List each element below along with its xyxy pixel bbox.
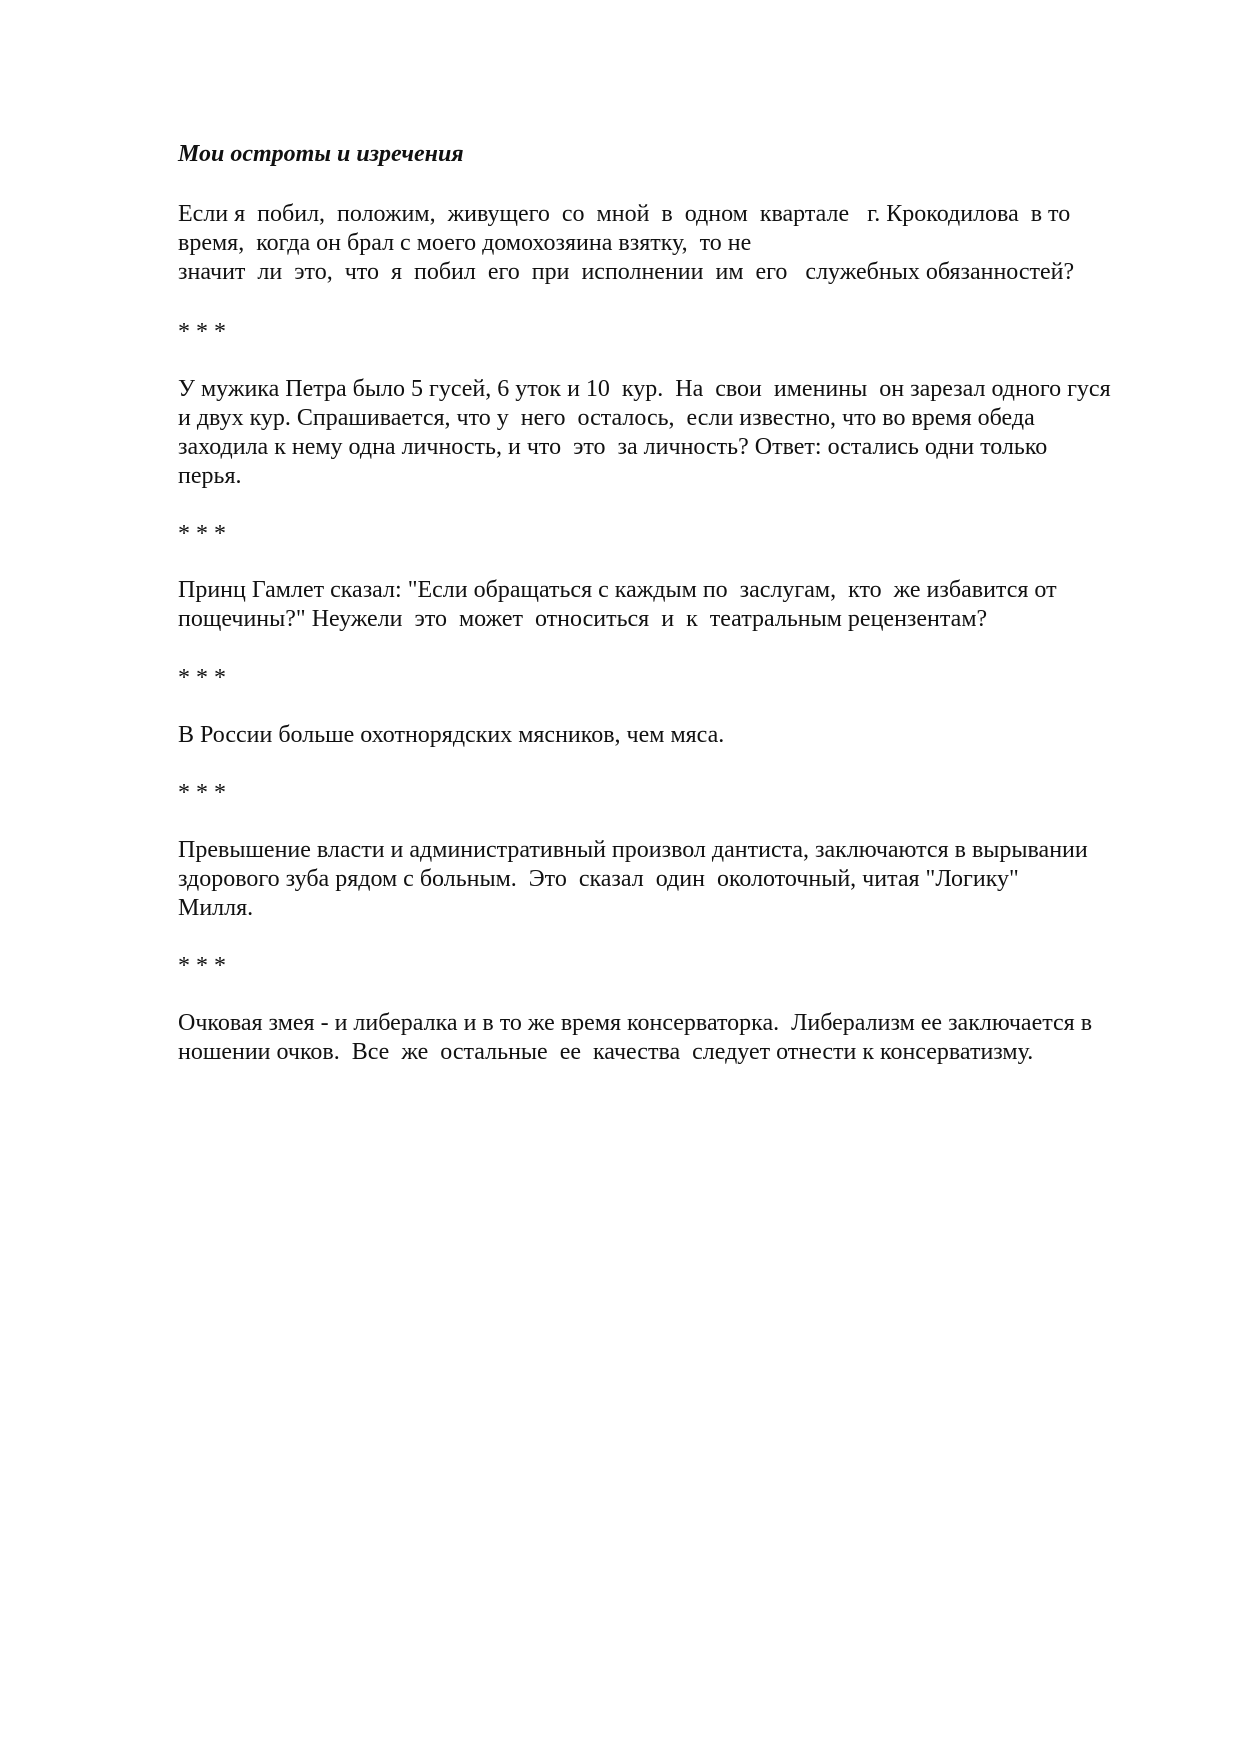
paragraph-line: и двух кур. Спрашивается, что у него осталось, если известно, что во время обеда xyxy=(178,405,1035,431)
paragraph-2 xyxy=(178,375,1111,491)
paragraph-line: Если я побил, положим, живущего со мной в одном квартале г. Крокодилова в то xyxy=(178,201,1071,227)
paragraph-line: У мужика Петра было 5 гусей, 6 уток и 10 кур. На свои именины он зарезал одного гуся xyxy=(178,376,1111,402)
section-separator: * * * xyxy=(178,953,226,979)
paragraph-line: ношении очков. Все же остальные ее качества следует отнести к консерватизму. xyxy=(178,1039,1034,1065)
paragraph-3 xyxy=(178,576,1057,634)
paragraph-line: В России больше охотнорядских мясников, чем мяса. xyxy=(178,722,725,748)
paragraph-4 xyxy=(178,721,724,750)
paragraph-line: пощечины?" Неужели это может относиться и к театральным рецензентам? xyxy=(178,606,988,632)
section-separator: * * * xyxy=(178,780,226,806)
paragraph-line: Милля. xyxy=(178,895,254,921)
document-title: Мои остроты и изречения xyxy=(178,141,464,167)
paragraph-line: Превышение власти и административный произвол дантиста, заключаются в вырывании xyxy=(178,837,1088,863)
paragraph-5 xyxy=(178,836,1088,923)
paragraph-line: время, когда он брал с моего домохозяина взятку, то не xyxy=(178,230,752,256)
paragraph-6 xyxy=(178,1009,1092,1067)
paragraph-line: Принц Гамлет сказал: "Если обращаться с каждым по заслугам, кто же избавится от xyxy=(178,577,1057,603)
paragraph-line: Очковая змея - и либералка и в то же время консерваторка. Либерализм ее заключается в xyxy=(178,1010,1093,1036)
section-separator: * * * xyxy=(178,665,226,691)
paragraph-line: здорового зуба рядом с больным. Это сказал один околоточный, читая "Логику" xyxy=(178,866,1019,892)
paragraph-1 xyxy=(178,200,1074,287)
section-separator: * * * xyxy=(178,521,226,547)
section-separator: * * * xyxy=(178,319,226,345)
paragraph-line: значит ли это, что я побил его при исполнении им его служебных обязанностей? xyxy=(178,259,1075,285)
paragraph-line: заходила к нему одна личность, и что это за личность? Ответ: остались одни только xyxy=(178,434,1048,460)
paragraph-line: перья. xyxy=(178,463,242,489)
